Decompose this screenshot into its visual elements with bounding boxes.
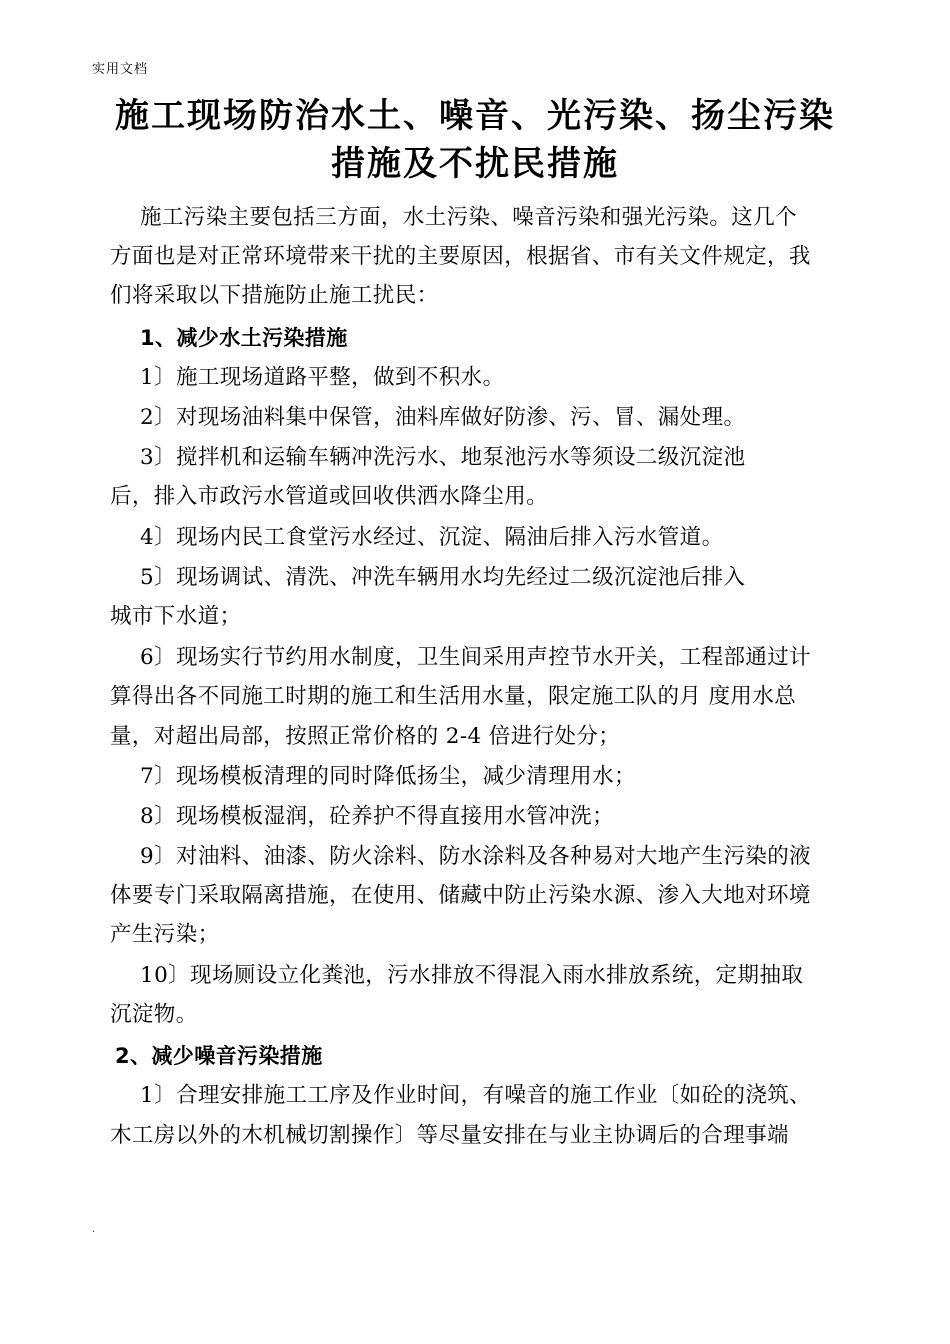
document-header-label: 实用文档 — [92, 62, 149, 77]
list-item-continuation: 体要专门采取隔离措施，在使用、储藏中防止污染水源、渗入大地对环境 — [110, 883, 811, 908]
footer-mark: . — [92, 1224, 96, 1235]
list-item-continuation: 产生污染； — [110, 922, 220, 947]
list-item: 6〕现场实行节约用水制度，卫生间采用声控节水开关，工程部通过计 — [140, 645, 812, 670]
list-item-continuation: 城市下水道； — [110, 604, 242, 629]
paragraph-line: 方面也是对正常环境带来干扰的主要原因，根据省、市有关文件规定，我 — [110, 244, 811, 269]
list-item: 4〕现场内民工食堂污水经过、沉淀、隔油后排入污水管道。 — [140, 525, 724, 550]
list-item: 8〕现场模板湿润，砼养护不得直接用水管冲洗； — [140, 804, 614, 829]
paragraph-line: 们将采取以下措施防止施工扰民： — [110, 283, 439, 308]
list-item: 1〕合理安排施工工序及作业时间，有噪音的施工作业〔如砼的浇筑、 — [140, 1083, 812, 1108]
list-item: 2〕对现场油料集中保管，油料库做好防渗、污、冒、漏处理。 — [140, 405, 746, 430]
list-item: 5〕现场调试、清洗、冲洗车辆用水均先经过二级沉淀池后排入 — [140, 565, 746, 590]
document-title-line-2: 措施及不扰民措施 — [331, 144, 619, 184]
section-heading: 2、减少噪音污染措施 — [115, 1044, 323, 1068]
list-item-continuation: 量，对超出局部，按照正常价格的 2-4 倍进行处分； — [110, 724, 621, 749]
list-item: 9〕对油料、油漆、防火涂料、防水涂料及各种易对大地产生污染的液 — [140, 844, 812, 869]
document-title-line-1: 施工现场防治水土、噪音、光污染、扬尘污染 — [115, 96, 835, 136]
list-item: 7〕现场模板清理的同时降低扬尘，减少清理用水； — [140, 764, 636, 789]
list-item-continuation: 算得出各不同施工时期的施工和生活用水量，限定施工队的月 度用水总 — [110, 684, 797, 709]
list-item-continuation: 后，排入市政污水管道或回收供洒水降尘用。 — [110, 484, 549, 509]
list-item: 10〕现场厕设立化粪池，污水排放不得混入雨水排放系统，定期抽取 — [140, 963, 804, 988]
section-heading: 1、减少水土污染措施 — [140, 326, 348, 350]
list-item: 1〕施工现场道路平整，做到不积水。 — [140, 365, 505, 390]
paragraph-line: 施工污染主要包括三方面，水土污染、噪音污染和强光污染。这几个 — [140, 205, 798, 230]
list-item-continuation: 木工房以外的木机械切割操作〕等尽量安排在与业主协调后的合理事端 — [110, 1123, 789, 1148]
list-item: 3〕搅拌机和运输车辆冲洗污水、地泵池污水等须设二级沉淀池 — [140, 445, 746, 470]
list-item-continuation: 沉淀物。 — [110, 1002, 198, 1027]
